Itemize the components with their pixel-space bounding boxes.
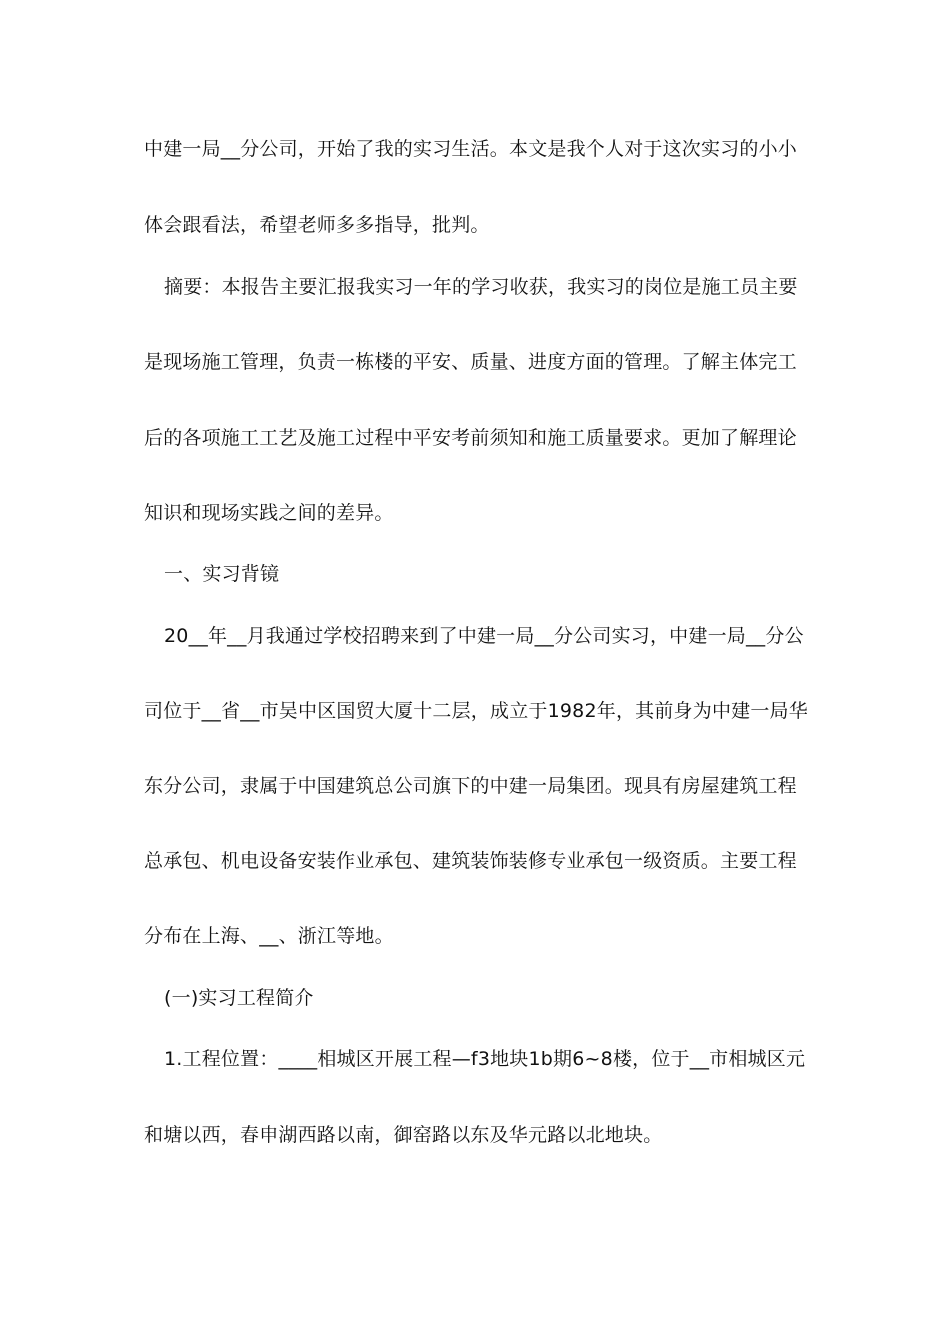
paragraph-line: 体会跟看法，希望老师多多指导，批判。 — [144, 214, 490, 236]
paragraph-line: 1.工程位置：____相城区开展工程—f3地块1b期6~8楼，位于__市相城区元 — [164, 1048, 806, 1070]
paragraph-line: 知识和现场实践之间的差异。 — [144, 502, 394, 524]
paragraph-line: 20__年__月我通过学校招聘来到了中建一局__分公司实习，中建一局__分公 — [164, 625, 804, 647]
section-heading: 一、实习背镜 — [164, 563, 280, 585]
paragraph-line: 东分公司，隶属于中国建筑总公司旗下的中建一局集团。现具有房屋建筑工程 — [144, 775, 797, 797]
paragraph-line: 后的各项施工工艺及施工过程中平安考前须知和施工质量要求。更加了解理论 — [144, 427, 797, 449]
paragraph-line: 中建一局__分公司，开始了我的实习生活。本文是我个人对于这次实习的小小 — [144, 138, 798, 160]
paragraph-line: 司位于__省__市吴中区国贸大厦十二层，成立于1982年，其前身为中建一局华 — [144, 700, 808, 722]
paragraph-line: 是现场施工管理，负责一栋楼的平安、质量、进度方面的管理。了解主体完工 — [144, 351, 797, 373]
paragraph-line: 和塘以西，春申湖西路以南，御窑路以东及华元路以北地块。 — [144, 1124, 663, 1146]
subsection-heading: (一)实习工程简介 — [164, 987, 314, 1009]
abstract-line: 摘要：本报告主要汇报我实习一年的学习收获，我实习的岗位是施工员主要 — [164, 276, 798, 298]
paragraph-line: 分布在上海、__、浙江等地。 — [144, 925, 394, 947]
paragraph-line: 总承包、机电设备安装作业承包、建筑装饰装修专业承包一级资质。主要工程 — [144, 850, 797, 872]
